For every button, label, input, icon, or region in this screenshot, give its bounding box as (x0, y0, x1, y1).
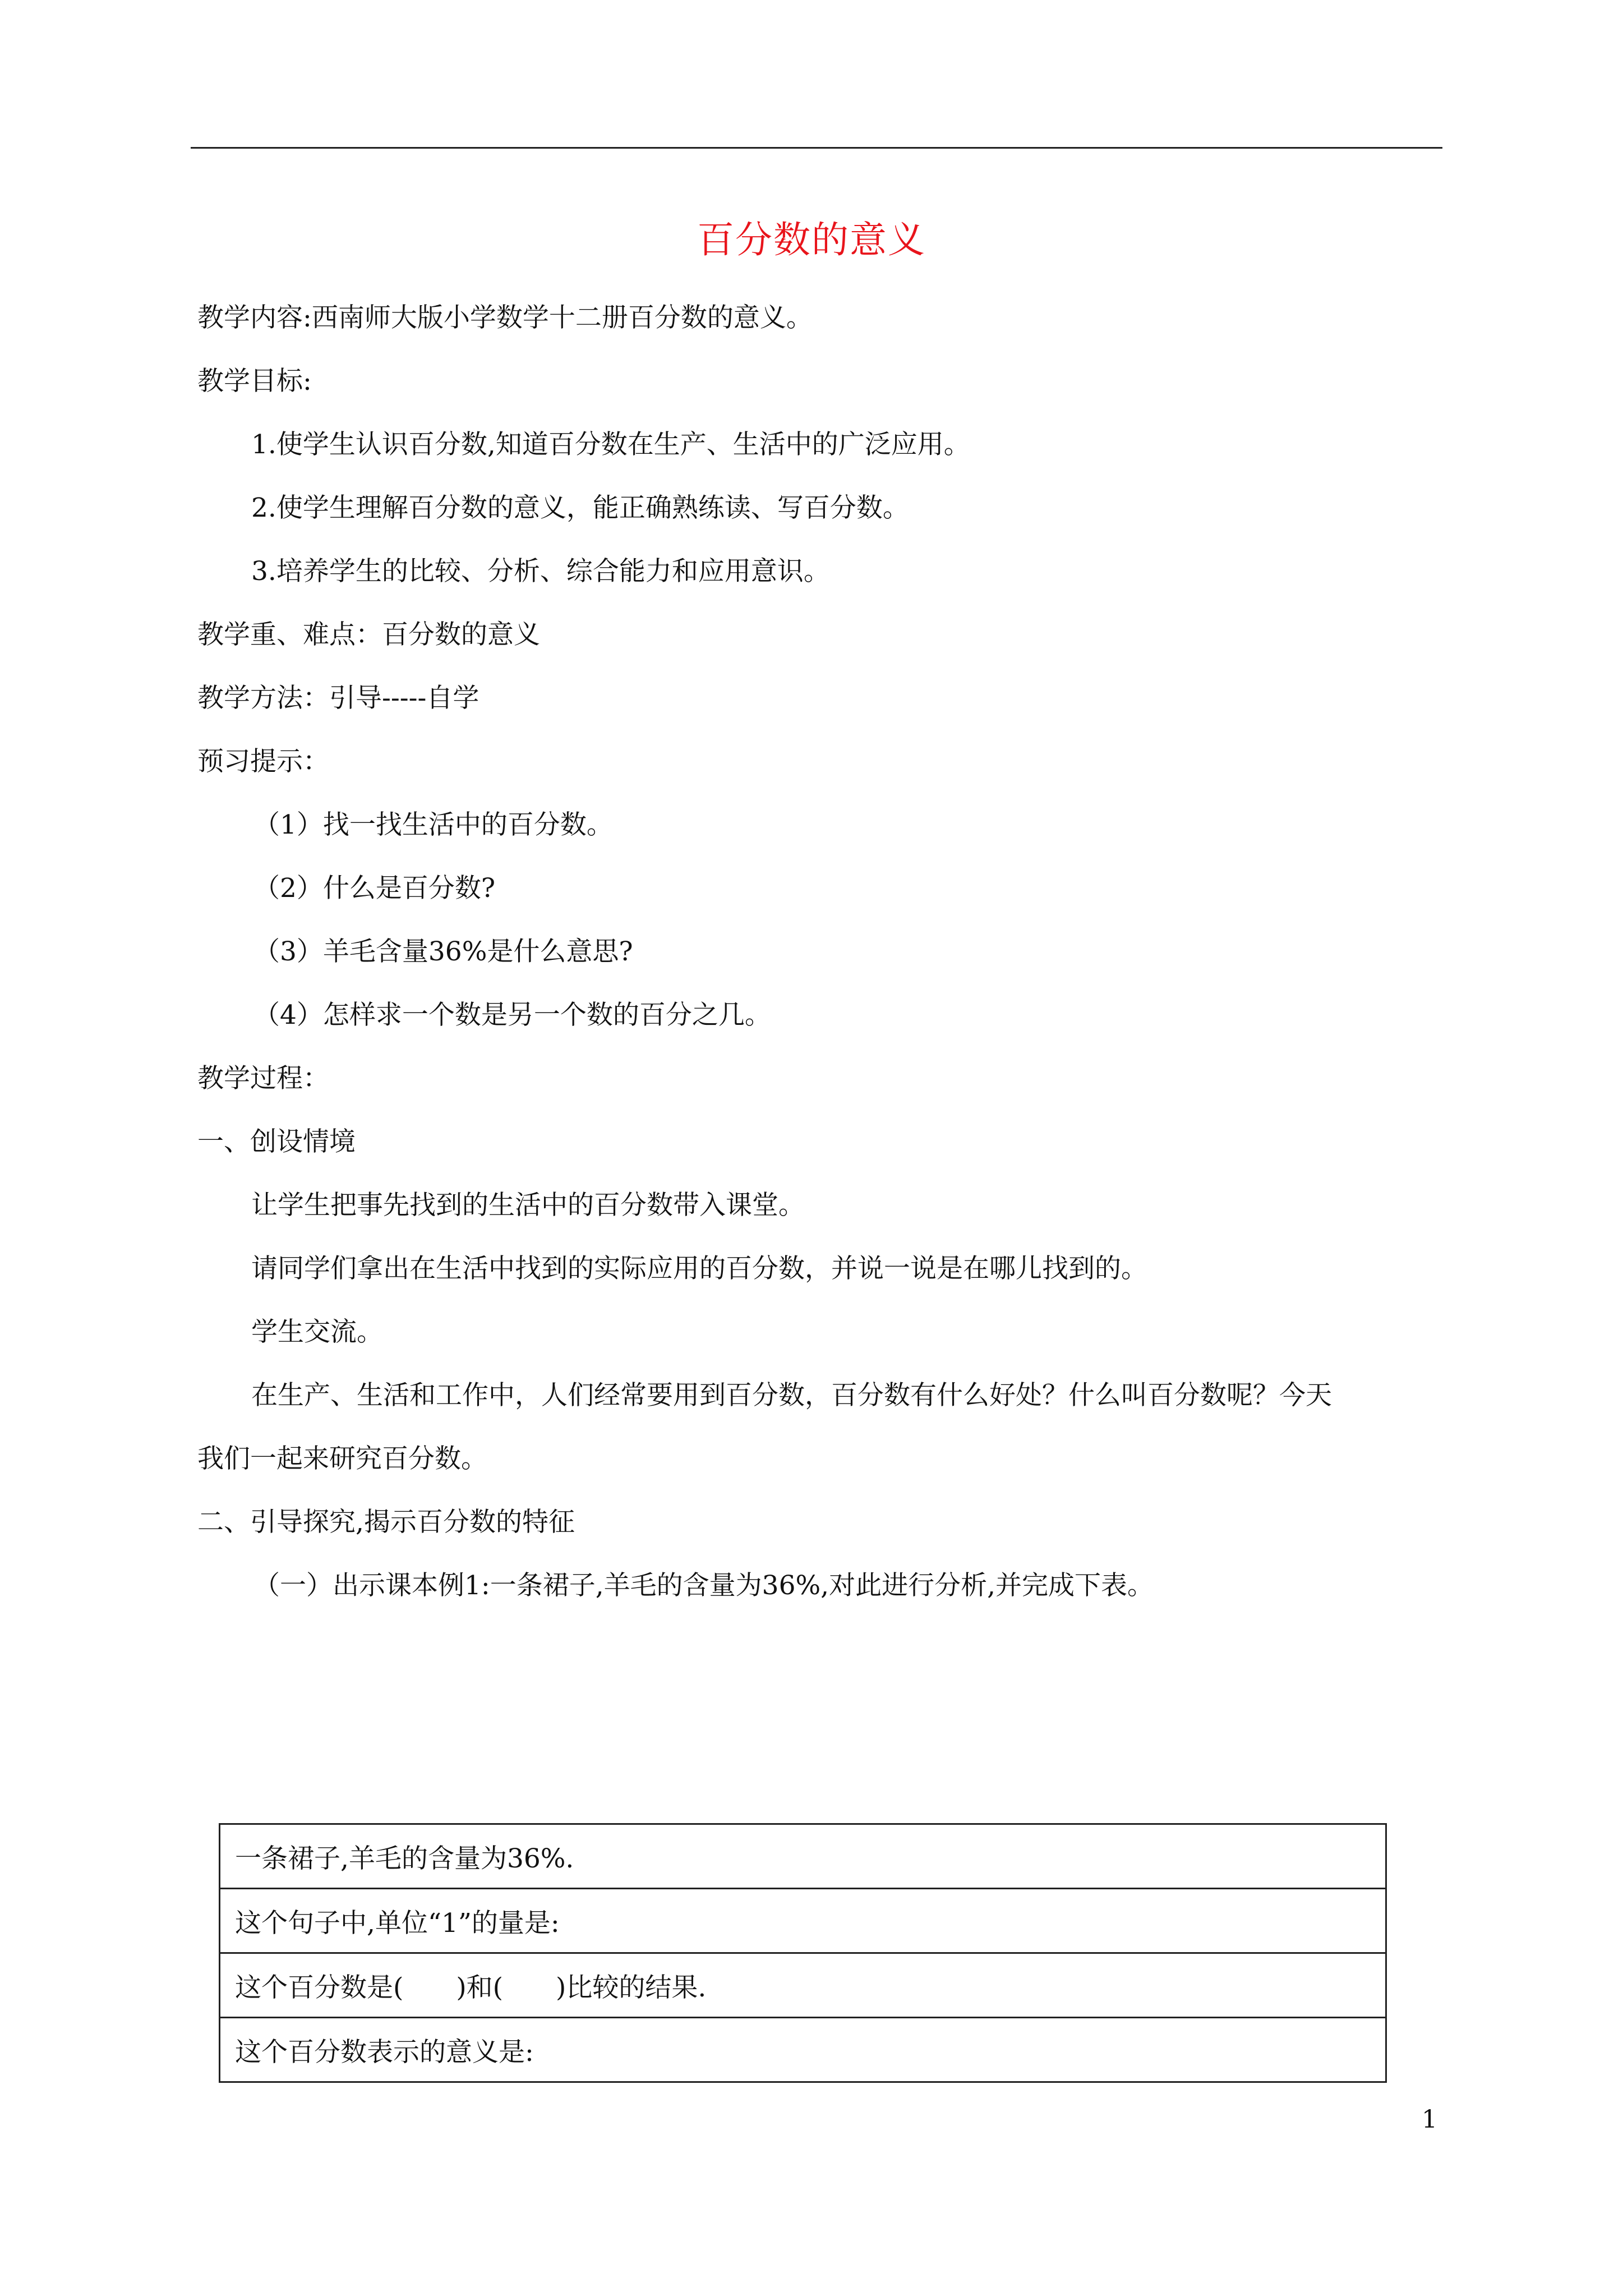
section-paragraph: 学生交流。 (251, 1317, 383, 1347)
table-cell: 这个百分数表示的意义是: (220, 2018, 1386, 2082)
header-rule (191, 147, 1442, 149)
teaching-content: 教学内容:西南师大版小学数学十二册百分数的意义。 (197, 302, 813, 333)
objective-item: 3.培养学生的比较、分析、综合能力和应用意识。 (251, 556, 830, 587)
objective-item: 1.使学生认识百分数,知道百分数在生产、生活中的广泛应用。 (251, 429, 970, 460)
section-heading: 一、创设情境 (197, 1126, 356, 1157)
section-paragraph: 让学生把事先找到的生活中的百分数带入课堂。 (251, 1190, 805, 1221)
preview-item: （1）找一找生活中的百分数。 (253, 809, 613, 840)
section-paragraph: 请同学们拿出在生活中找到的实际应用的百分数，并说一说是在哪儿找到的。 (251, 1253, 1147, 1284)
preview-heading: 预习提示： (197, 746, 329, 777)
objective-item: 2.使学生理解百分数的意义，能正确熟练读、写百分数。 (251, 493, 909, 523)
page-number: 1 (1422, 2105, 1437, 2134)
section-paragraph: 在生产、生活和工作中，人们经常要用到百分数，百分数有什么好处？什么叫百分数呢？今天 (251, 1380, 1332, 1411)
table-row (220, 1953, 1386, 2018)
section-paragraph: 我们一起来研究百分数。 (197, 1443, 487, 1474)
preview-item: （4）怎样求一个数是另一个数的百分之几。 (253, 1000, 771, 1030)
teaching-method: 教学方法：引导-----自学 (197, 683, 479, 714)
table-row (220, 1889, 1386, 1953)
process-heading: 教学过程： (197, 1063, 329, 1094)
key-points: 教学重、难点：百分数的意义 (197, 619, 540, 650)
objectives-heading: 教学目标: (197, 366, 312, 397)
document-title: 百分数的意义 (697, 218, 926, 261)
table-row (220, 1824, 1386, 1889)
table-cell: 这个百分数是( )和( )比较的结果. (220, 1953, 1386, 2018)
table-cell: 这个句子中,单位“1”的量是: (220, 1889, 1386, 1953)
table-row (220, 2018, 1386, 2082)
preview-item: （2）什么是百分数? (253, 873, 496, 904)
preview-item: （3）羊毛含量36%是什么意思? (253, 936, 633, 967)
section-heading: 二、引导探究,揭示百分数的特征 (197, 1507, 575, 1538)
worksheet-table (219, 1823, 1387, 2083)
example-text: （一）出示课本例1:一条裙子,羊毛的含量为36%,对此进行分析,并完成下表。 (253, 1570, 1154, 1601)
table-cell: 一条裙子,羊毛的含量为36%. (220, 1824, 1386, 1889)
